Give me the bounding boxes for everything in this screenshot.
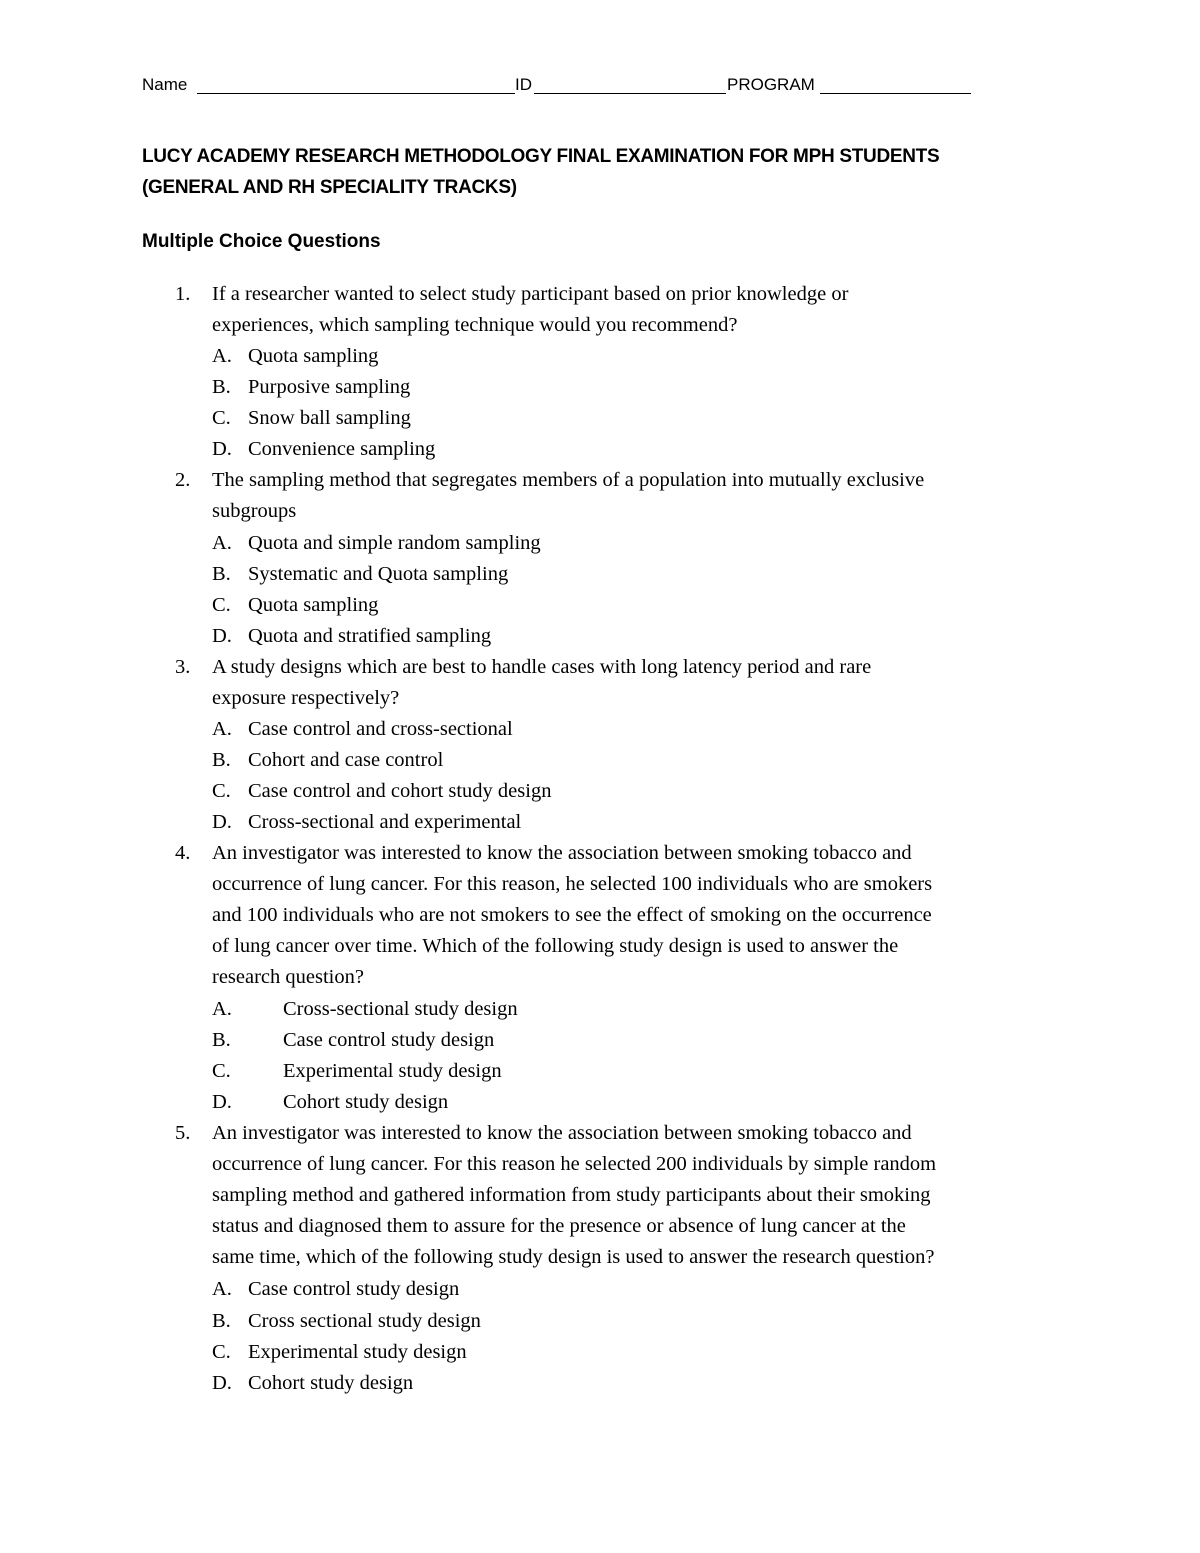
question-4-option-c-text: Experimental study design [283, 1060, 502, 1082]
question-3-number: 3. [175, 656, 191, 678]
exam-title-line-1: LUCY ACADEMY RESEARCH METHODOLOGY FINAL EXAMINATION FOR MPH STUDENTS [142, 146, 940, 167]
question-5-text-line-4: status and diagnosed them to assure for the presence or absence of lung cancer at the [212, 1215, 906, 1237]
question-5-text-line-2: occurrence of lung cancer. For this reason he selected 200 individuals by simple random [212, 1153, 937, 1175]
question-4-text-line-5: research question? [212, 966, 364, 988]
question-4-option-d-letter: D. [212, 1091, 232, 1113]
question-3-text-line-1: A study designs which are best to handle cases with long latency period and rare [212, 656, 872, 678]
question-1-option-d-letter: D. [212, 438, 232, 460]
question-5-option-b-text: Cross sectional study design [248, 1310, 481, 1332]
question-5-text-line-1: An investigator was interested to know the association between smoking tobacco and [212, 1122, 912, 1144]
program-blank [820, 93, 971, 94]
question-4-number: 4. [175, 842, 191, 864]
name-label: Name [142, 75, 188, 94]
question-4-option-d-text: Cohort study design [283, 1091, 449, 1113]
name-blank [197, 93, 515, 94]
question-3-option-c-letter: C. [212, 780, 231, 802]
question-4-option-c-letter: C. [212, 1060, 231, 1082]
question-2-option-c-letter: C. [212, 594, 231, 616]
question-1-number: 1. [175, 283, 191, 305]
question-4-option-a-letter: A. [212, 998, 232, 1020]
program-label: PROGRAM [727, 75, 815, 94]
question-5-text-line-5: same time, which of the following study design is used to answer the research question? [212, 1246, 935, 1268]
question-2-option-b-letter: B. [212, 563, 231, 585]
question-5-option-a-text: Case control study design [248, 1278, 460, 1300]
question-2-option-c-text: Quota sampling [248, 594, 379, 616]
question-5-option-d-text: Cohort study design [248, 1372, 414, 1394]
question-1-option-c-text: Snow ball sampling [248, 407, 411, 429]
question-4-option-a-text: Cross-sectional study design [283, 998, 518, 1020]
question-2-text-line-2: subgroups [212, 500, 297, 522]
question-5-number: 5. [175, 1122, 191, 1144]
question-1-text-line-1: If a researcher wanted to select study participant based on prior knowledge or [212, 283, 849, 305]
question-3-option-b-text: Cohort and case control [248, 749, 444, 771]
question-4-text-line-4: of lung cancer over time. Which of the following study design is used to answer the [212, 935, 899, 957]
question-3-option-d-text: Cross-sectional and experimental [248, 811, 522, 833]
question-4-text-line-3: and 100 individuals who are not smokers to see the effect of smoking on the occurrence [212, 904, 932, 926]
question-2-option-d-letter: D. [212, 625, 232, 647]
question-3-option-a-text: Case control and cross-sectional [248, 718, 513, 740]
question-5-option-c-letter: C. [212, 1341, 231, 1363]
question-2-option-d-text: Quota and stratified sampling [248, 625, 492, 647]
question-1-text-line-2: experiences, which sampling technique would you recommend? [212, 314, 738, 336]
question-3-option-c-text: Case control and cohort study design [248, 780, 552, 802]
question-4-text-line-1: An investigator was interested to know the association between smoking tobacco and [212, 842, 912, 864]
id-blank [534, 93, 726, 94]
question-5-option-c-text: Experimental study design [248, 1341, 467, 1363]
question-2-option-a-letter: A. [212, 532, 232, 554]
question-3-option-d-letter: D. [212, 811, 232, 833]
question-5-option-d-letter: D. [212, 1372, 232, 1394]
exam-title-line-2: (GENERAL AND RH SPECIALITY TRACKS) [142, 177, 517, 198]
exam-title [142, 141, 1042, 203]
id-label: ID [515, 75, 532, 94]
question-3-text-line-2: exposure respectively? [212, 687, 400, 709]
question-2-text-line-1: The sampling method that segregates members of a population into mutually exclusive [212, 469, 925, 491]
question-1-option-d-text: Convenience sampling [248, 438, 436, 460]
question-5-text-line-3: sampling method and gathered information from study participants about their smoking [212, 1184, 931, 1206]
question-3-option-a-letter: A. [212, 718, 232, 740]
question-5-option-b-letter: B. [212, 1310, 231, 1332]
question-1-option-b-text: Purposive sampling [248, 376, 411, 398]
question-1-option-b-letter: B. [212, 376, 231, 398]
question-2-option-a-text: Quota and simple random sampling [248, 532, 541, 554]
question-5-option-a-letter: A. [212, 1278, 232, 1300]
question-4-text-line-2: occurrence of lung cancer. For this reason, he selected 100 individuals who are smokers [212, 873, 933, 895]
question-1-option-a-text: Quota sampling [248, 345, 379, 367]
question-1-option-a-letter: A. [212, 345, 232, 367]
question-1-option-c-letter: C. [212, 407, 231, 429]
question-2-option-b-text: Systematic and Quota sampling [248, 563, 509, 585]
question-2-number: 2. [175, 469, 191, 491]
section-heading: Multiple Choice Questions [142, 231, 381, 252]
question-3-option-b-letter: B. [212, 749, 231, 771]
question-4-option-b-letter: B. [212, 1029, 231, 1051]
question-4-option-b-text: Case control study design [283, 1029, 495, 1051]
